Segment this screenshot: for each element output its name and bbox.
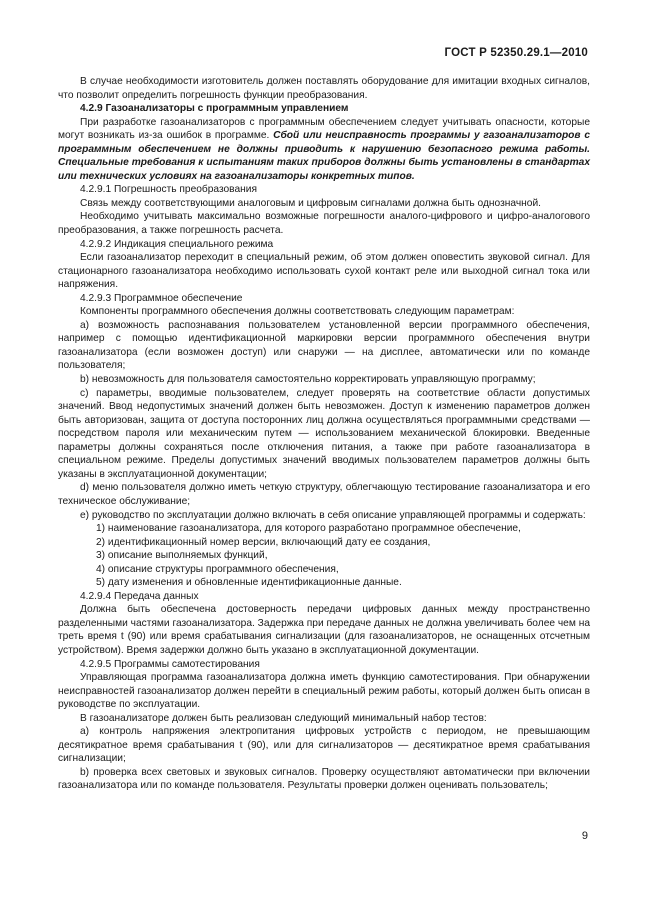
section-heading: 4.2.9 Газоанализаторы с программным управлением: [80, 103, 349, 115]
subsection-heading: 4.2.9.1 Погрешность преобразования: [80, 184, 257, 196]
paragraph: Компоненты программного обеспечения должны соответствовать следующим параметрам:: [80, 306, 515, 318]
page-number: 9: [581, 830, 588, 842]
paragraph-emphasis: [58, 116, 590, 184]
sublist-item: 5) дату изменения и обновленные идентификационные данные.: [96, 577, 402, 589]
standard-header: ГОСТ Р 52350.29.1—2010: [444, 47, 588, 59]
document-body: [58, 75, 590, 793]
list-item-c: c) параметры, вводимые пользователем, следует проверять на соответствие области допустимых значений. Ввод недопустимых значений должен быть невозможен. Доступ к изменению параметров должен быть авторизован, защита от доступа посторонних лиц должна осуществляться программными средствами — посредством пароля или механическим путем — использованием механической блокировки. Введенные параметры должны сохраняться после отключения питания, а также при работе газоанализатора в специальном режиме. Пределы допустимых значений вводимых пользователем параметров должны быть указаны в эксплуатационной документации;: [58, 387, 590, 480]
emphasized-requirement: Сбой или неисправность программы у газоанализаторов с программным обеспечением не должны приводить к нарушению безопасного режима работы. Специальные требования к испытаниям таких приборов должны быть установлены в стандартах или технических условиях на газоанализаторы конкретных типов.: [58, 130, 590, 182]
paragraph: Необходимо учитывать максимально возможные погрешности аналого-цифрового и цифро-аналогового преобразования, а также погрешность расчета.: [58, 211, 590, 237]
subsection-heading: 4.2.9.2 Индикация специального режима: [80, 238, 274, 250]
sublist-item: 3) описание выполняемых функций,: [96, 550, 268, 562]
subsection-heading: 4.2.9.5 Программы самотестирования: [80, 658, 260, 670]
list-item-d: d) меню пользователя должно иметь четкую структуру, облегчающую тестирование газоанализатора и его техническое обслуживание;: [58, 482, 590, 507]
paragraph: В газоанализаторе должен быть реализован следующий минимальный набор тестов:: [80, 712, 487, 724]
sublist-item: 1) наименование газоанализатора, для которого разработано программное обеспечение,: [96, 523, 521, 535]
sublist-item: 2) идентификационный номер версии, включающий дату ее создания,: [96, 536, 431, 548]
list-item-a: a) контроль напряжения электропитания цифровых устройств с периодом, не превышающим десятикратное время срабатывания t (90), или для сигнализаторов — десятикратное время срабатывания сигнализации;: [58, 726, 590, 765]
paragraph: Связь между соответствующими аналоговым и цифровым сигналами должна быть однозначной.: [80, 197, 541, 209]
sublist-item: 4) описание структуры программного обеспечения,: [96, 563, 339, 575]
paragraph: Управляющая программа газоанализатора должна иметь функцию самотестирования. При обнаружении неисправностей газоанализатор должен перейти в специальный режим работы, который должен быть описан в руководстве по эксплуатации.: [58, 672, 590, 711]
paragraph-text: При разработке газоанализаторов с программным обеспечением следует учитывать опасности, которые могут возникать из-за ошибок в программе.: [58, 116, 590, 142]
list-item-b: b) проверка всех световых и звуковых сигналов. Проверку осуществляют автоматически при включении газоанализатора или по команде пользователя. Результаты проверки должен оценивать пользователь;: [58, 766, 590, 792]
paragraph: В случае необходимости изготовитель должен поставлять оборудование для имитации входных сигналов, что позволит определить погрешность функции преобразования.: [58, 76, 590, 101]
subsection-heading: 4.2.9.4 Передача данных: [80, 590, 199, 602]
paragraph: Если газоанализатор переходит в специальный режим, об этом должен оповестить звуковой сигнал. Для стационарного газоанализатора необходимо использовать сухой контакт реле или выходной сигнал тока или напряжения.: [58, 252, 590, 291]
list-item-e: e) руководство по эксплуатации должно включать в себя описание управляющей программы и содержать:: [80, 509, 586, 521]
subsection-heading: 4.2.9.3 Программное обеспечение: [80, 292, 243, 304]
paragraph: Должна быть обеспечена достоверность передачи цифровых данных между пространственно разделенными частями газоанализатора. Задержка при передаче данных не должна увеличивать более чем на треть время t (90) или время срабатывания сигнализации (для газоанализаторов, не оснащенных отсчетным устройством). Время задержки должно быть указано в эксплуатационной документации.: [58, 604, 590, 656]
list-item-a: a) возможность распознавания пользователем установленной версии программного обеспечения, например с помощью идентификационной маркировки версии программного обеспечения внутри газоанализатора (если возможен доступ) или снаружи — на дисплее, автоматически или по команде пользователя;: [58, 319, 590, 372]
list-item-b: b) невозможность для пользователя самостоятельно корректировать управляющую программу;: [80, 374, 536, 386]
